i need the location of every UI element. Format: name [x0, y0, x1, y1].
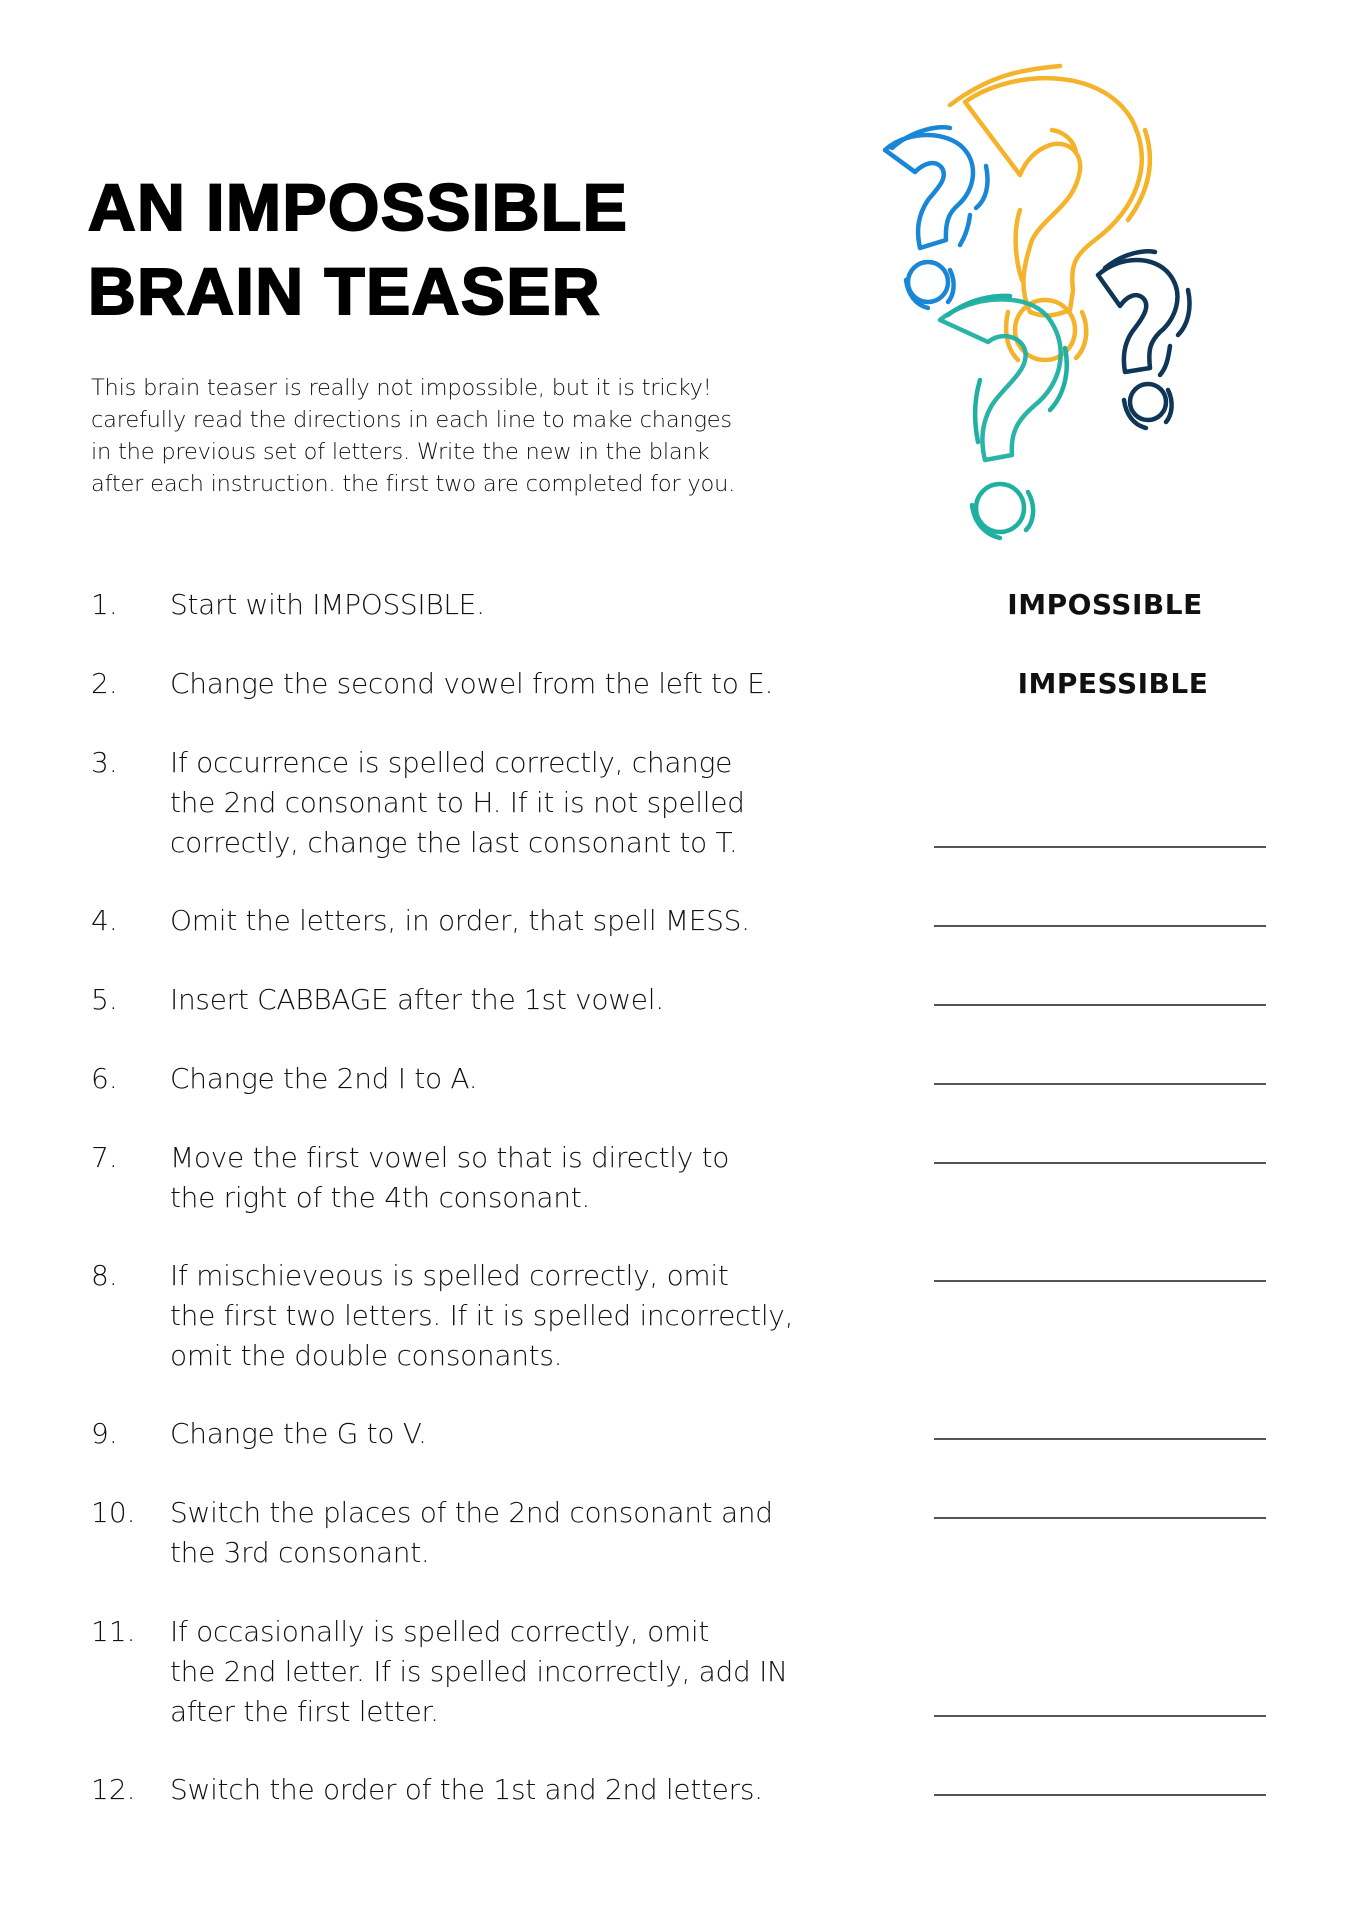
instruction-line: correctly, change the last consonant to T.	[170, 826, 738, 859]
item-number: 10.	[91, 1496, 136, 1529]
item-instruction	[170, 1059, 870, 1099]
item-number: 5.	[91, 983, 118, 1016]
intro-line: This brain teaser is really not impossible, but it is tricky!	[91, 375, 712, 401]
item-instruction	[170, 1612, 870, 1732]
title-line-2: BRAIN TEASER	[88, 254, 602, 328]
item-number: 3.	[91, 746, 118, 779]
instruction-line: the 3rd consonant.	[170, 1536, 430, 1569]
instruction-line: If mischieveous is spelled correctly, omit	[170, 1259, 729, 1292]
instruction-line: the right of the 4th consonant.	[170, 1181, 590, 1214]
instruction-line: the first two letters. If it is spelled incorrectly,	[170, 1299, 794, 1332]
question-marks-illustration	[870, 50, 1230, 550]
intro-line: after each instruction. the first two are completed for you.	[91, 471, 736, 497]
instruction-line: Omit the letters, in order, that spell MESS.	[170, 904, 750, 937]
item-instruction	[170, 1770, 870, 1810]
item-instruction	[170, 743, 870, 863]
item-number: 1.	[91, 588, 118, 621]
instruction-line: Switch the order of the 1st and 2nd letters.	[170, 1773, 763, 1806]
item-number: 7.	[91, 1141, 118, 1174]
answer-blank[interactable]	[934, 1004, 1266, 1006]
instruction-line: Change the second vowel from the left to E.	[170, 667, 774, 700]
instruction-line: omit the double consonants.	[170, 1339, 563, 1372]
answer-blank[interactable]	[934, 1794, 1266, 1796]
intro-line: carefully read the directions in each line to make changes	[91, 407, 732, 433]
answer-blank[interactable]	[934, 1083, 1266, 1085]
item-instruction	[170, 585, 870, 625]
answer-blank[interactable]	[934, 1517, 1266, 1519]
answer-blank[interactable]	[934, 1162, 1266, 1164]
instruction-line: Change the G to V.	[170, 1417, 427, 1450]
question-mark-icon	[885, 127, 988, 308]
item-number: 2.	[91, 667, 118, 700]
question-mark-icon	[950, 66, 1150, 360]
page-title	[88, 165, 628, 333]
intro-line: in the previous set of letters. Write the new in the blank	[91, 439, 710, 465]
instruction-line: Move the first vowel so that is directly to	[170, 1141, 730, 1174]
question-mark-icon	[1098, 251, 1190, 428]
answer-text: IMPESSIBLE	[1017, 667, 1209, 700]
item-instruction	[170, 1138, 870, 1218]
instruction-line: Start with IMPOSSIBLE.	[170, 588, 485, 621]
item-number: 4.	[91, 904, 118, 937]
answer-blank[interactable]	[934, 925, 1266, 927]
item-instruction	[170, 1493, 870, 1573]
instruction-line: Insert CABBAGE after the 1st vowel.	[170, 983, 664, 1016]
instruction-line: Change the 2nd I to A.	[170, 1062, 478, 1095]
answer-blank[interactable]	[934, 1715, 1266, 1717]
instruction-line: Switch the places of the 2nd consonant and	[170, 1496, 773, 1529]
item-instruction	[170, 901, 870, 941]
answer-blank[interactable]	[934, 1438, 1266, 1440]
item-instruction	[170, 664, 870, 704]
answer-blank[interactable]	[934, 1280, 1266, 1282]
item-number: 8.	[91, 1259, 118, 1292]
instruction-line: If occasionally is spelled correctly, omit	[170, 1615, 710, 1648]
intro-paragraph	[91, 372, 831, 500]
instruction-line: after the first letter.	[170, 1695, 439, 1728]
item-instruction	[170, 980, 870, 1020]
question-mark-icon	[940, 296, 1067, 538]
instruction-line: the 2nd letter. If is spelled incorrectly, add IN	[170, 1655, 788, 1688]
item-number: 9.	[91, 1417, 118, 1450]
instruction-line: the 2nd consonant to H. If it is not spelled	[170, 786, 745, 819]
item-number: 11.	[91, 1615, 136, 1648]
answer-text: IMPOSSIBLE	[1007, 588, 1203, 621]
item-instruction	[170, 1256, 870, 1376]
item-instruction	[170, 1414, 870, 1454]
answer-blank[interactable]	[934, 846, 1266, 848]
title-line-1: AN IMPOSSIBLE	[88, 170, 629, 244]
instruction-line: If occurrence is spelled correctly, change	[170, 746, 733, 779]
item-number: 12.	[91, 1773, 136, 1806]
item-number: 6.	[91, 1062, 118, 1095]
